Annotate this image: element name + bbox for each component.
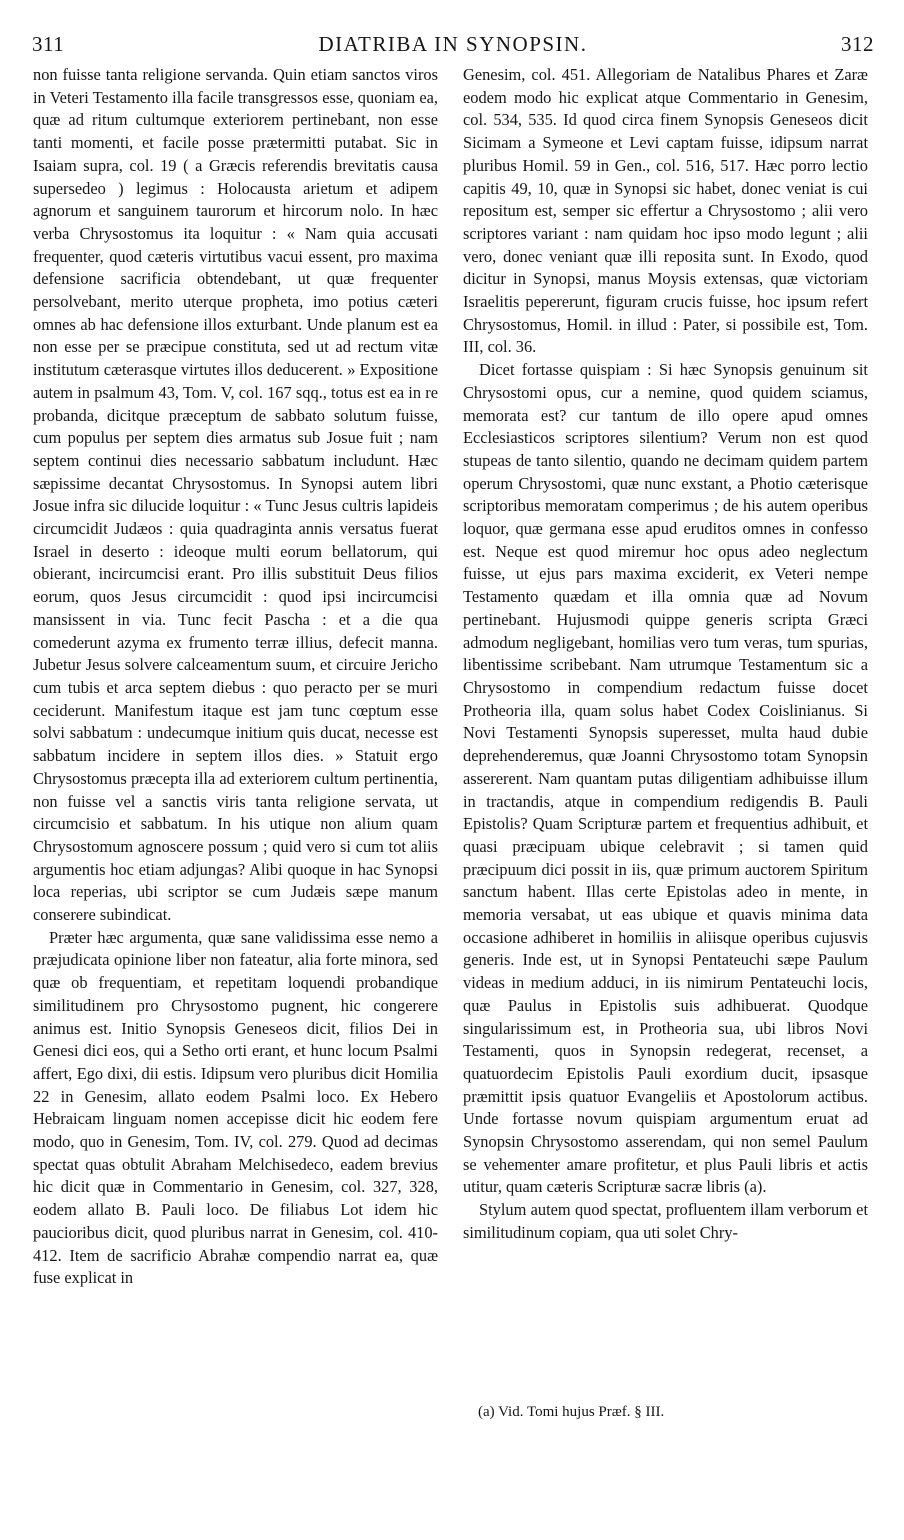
footnote: (a) Vid. Tomi hujus Præf. § III. [478, 1404, 665, 1420]
page-number-right: 312 [841, 32, 874, 56]
paragraph: non fuisse tanta religione servanda. Quin etiam sanctos viros in Veteri Testamento illa facile transgressos esse, quoniam ea, quæ ad ritum cultumque exteriorem pertinebant, non esse tanti momenti, et facile posse prætermitti putabat. Sic in Isaiam supra, col. 19 ( a Græcis referendis brevitatis causa supersedeo ) legimus : Holocausta arietum et adipem agnorum et sanguinem taurorum et hircorum nolo. In hæc verba Chrysostomus ita loquitur : « Nam quia accusati frequenter, quod cæteris virtutibus vacui essent, pro maxima defensione sacrificia obtendebant, ut quæ frequenter persolvebant, merito uterque propheta, imo potius cæteri omnes ab hac defensione illos exturbant. Unde planum est ea non esse per se præcipue constituta, sed ut ad rectum vitæ institutum cæterasque virtutes illos deducerent. » Expositione autem in psalmum 43, Tom. V, col. 167 sqq., totus est ea in re probanda, dicitque præceptum de sabbato solutum fuisse, cum populus per septem dies armatus sub Josue fuit ; nam septem continui dies necessario sabbatum includunt. Hæc sæpissime decantat Chrysostomus. In Synopsi autem libri Josue infra sic dilucide loquitur : « Tunc Jesus cultris lapideis circumcidit Judæos : quia quadraginta annis versatus fuerat Israel in deserto : ideoque multi eorum bellatorum, qui obierant, incircumcisi erant. Pro illis substituit Deus filios eorum, quos Jesus circumcidit : quod ipsi incircumcisi mansissent in via. Tunc fecit Pascha : et a die qua comederunt azyma ex frumento terræ illius, defecit manna. Jubetur Jesus solvere calceamentum suum, et circuire Jericho cum tubis et arca septem diebus : quo peracto per se muri ceciderunt. Manifestum itaque est jam tunc cœptum esse solvi sabbatum : undecumque initium quis ducat, necesse est sabbatum incidere in septem illos dies. » Statuit ergo Chrysostomus præcepta illa ad exteriorem cultum pertinentia, non fuisse vel a sanctis viris tanta religione servata, ut circumcisio et sabbatum. In his utique non alium quam Chrysostomum agnoscere possum ; quid vero si cum tot aliis argumentis hoc etiam adjungas? Alibi quoque in hac Synopsi loca reperias, ubi scriptor se cum Judæis sæpe manum conserere subindicat. [33, 65, 438, 925]
paragraph: Dicet fortasse quispiam : Si hæc Synopsis genuinum sit Chrysostomi opus, cur a nemine, quod quidem sciamus, memorata est? cur tantum de illo opere apud omnes Ecclesiasticos scriptores silentium? Verum non est quod stupeas de tanto silentio, quando ne decimam quidem partem operum Chrysostomi, quæ nunc exstant, a Photio cæterisque scriptoribus memoratam comperimus ; de his autem operibus loquor, quæ germana esse apud eruditos omnes in confesso est. Neque est quod miremur hoc opus adeo neglectum fuisse, ut ejus pars maxima exciderit, ex Veteri nempe Testamento quædam et illa omnia quæ ad Novum pertinebant. Hujusmodi quippe generis scripta Græci admodum negligebant, homilias vero tum veras, tum spurias, libentissime scribebant. Nam utrumque Testamentum sic a Chrysostomo in compendium redactum fuisse docet Protheoria illa, quam solus habet Codex Coislinianus. Si Novi Testamenti Synopsis superesset, multa haud dubie deprehenderemus, quæ Joanni Chrysostomo totam Synopsin assererent. Nam quantam putas diligentiam adhibuisse illum in tractandis, atque in compendium redigendis B. Pauli Epistolis? Quam Scripturæ partem et frequentius adhibuit, et quasi præcipuam ubique celebravit ; si tamen quid præcipuum dici possit in iis, quæ primum auctorem Spiritum sanctum habent. Illas certe Epistolas adeo in mente, in memoria versabat, ut eas ubique et quavis minima data occasione adhiberet in homiliis in aliisque operibus cujusvis generis. Inde est, ut in Synopsi Pentateuchi sæpe Paulum videas in medium adduci, in iis nimirum Pentateuchi locis, quæ Paulus in Epistolis suis adhibuerat. Quodque singularissimum est, in Protheoria sua, ubi libros Novi Testamenti, quos in Synopsin redegerat, recenset, a quatuordecim Epistolis Pauli exordium ducit, ipsasque præmittit ipsis quatuor Evangeliis et Apostolorum actibus. Unde fortasse novum quispiam argumentum eruat ad Synopsin Chrysostomo asserendam, qui non semel Paulum se vehementer amare profitetur, et plus Pauli libris et actis utitur, quam cæteris Scripturæ sacræ libris (a). [463, 360, 868, 1197]
right-column [463, 64, 868, 1245]
paragraph: Stylum autem quod spectat, profluentem illam verborum et similitudinum copiam, qua uti solet Chry- [463, 1200, 868, 1242]
paragraph: Præter hæc argumenta, quæ sane validissima esse nemo a præjudicata opinione liber non fateatur, alia forte minora, sed quæ ob frequentiam, et repetitam loquendi probandique similitudinem pro Chrysostomo pugnent, hic congerere animus est. Initio Synopsis Geneseos dicit, filios Dei in Genesi dici eos, qui a Setho orti erant, et hunc locum Psalmi affert, Ego dixi, dii estis. Idipsum vero pluribus dicit Homilia 22 in Genesim, allato eodem Psalmi loco. Ex Hebero Hebraicam linguam nomen accepisse dicit hic eodem fere modo, quo in Genesim, Tom. IV, col. 279. Quod ad decimas spectat quas obtulit Abraham Melchisedeco, eadem brevius hic dicit quæ in Commentario in Genesim, col. 327, 328, eodem allato B. Pauli loco. De filiabus Lot idem hic paucioribus dicit, quod pluribus narrat in Genesim, col. 410-412. Item de sacrificio Abrahæ compendio narrat ea, quæ fuse explicat in [33, 927, 438, 1288]
left-column [33, 64, 438, 1290]
paragraph: Genesim, col. 451. Allegoriam de Natalibus Phares et Zaræ eodem modo hic explicat atque Commentario in Genesim, col. 534, 535. Id quod circa finem Synopsis Geneseos dicit Sicimam a Symeone et Levi captam fuisse, idipsum narrat pluribus Homil. 59 in Gen., col. 516, 517. Hæc porro lectio capitis 49, 10, quæ in Synopsi sic habet, donec veniat is cui repositum est, semper sic effertur a Chrysostomo ; alii vero scriptores variant : nam quidam hoc ipso modo legunt ; alii vero, donec veniant quæ illi reposita sunt. In Exodo, quod dicitur in Synopsi, manus Moysis extensas, quæ victoriam Israelitis pepererunt, figuram crucis fuisse, hoc ipsum refert Chrysostomus, Homil. in illud : Pater, si possibile est, Tom. III, col. 36. [463, 65, 868, 357]
running-header [32, 24, 874, 58]
running-title: DIATRIBA IN SYNOPSIN. [318, 32, 588, 56]
page-number-left: 311 [32, 32, 65, 56]
